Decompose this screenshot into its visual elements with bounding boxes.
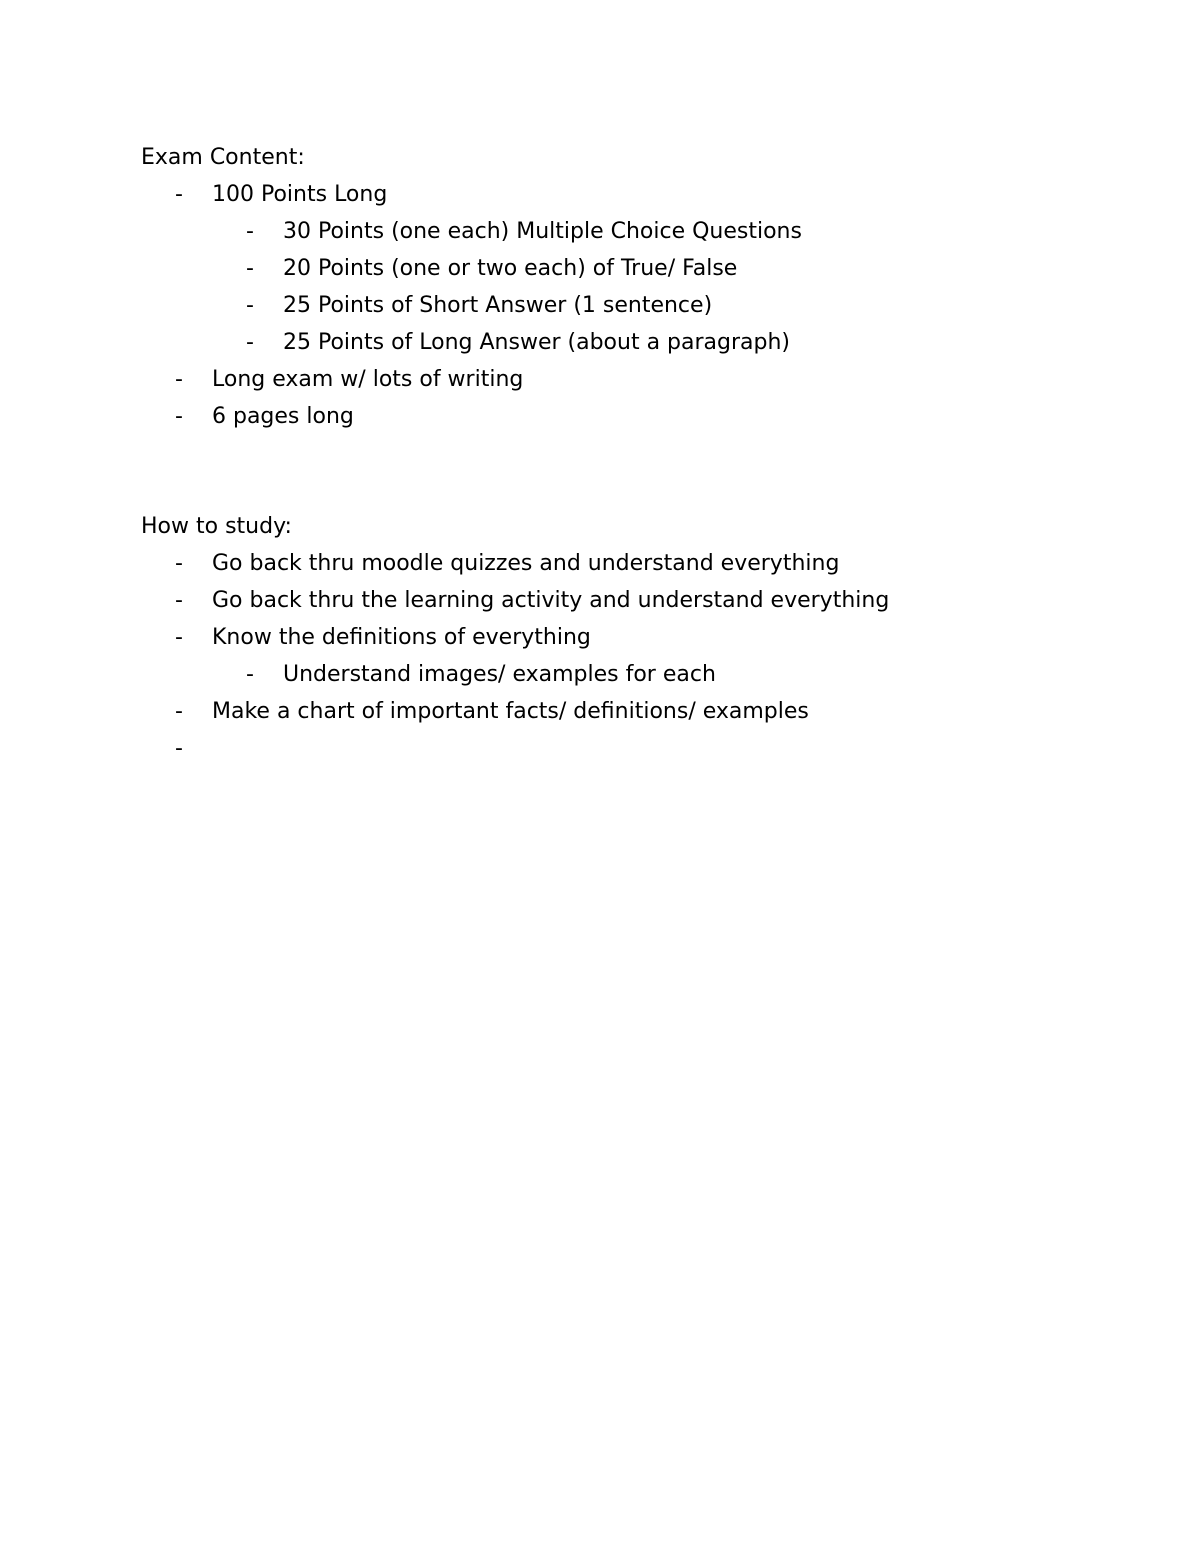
list-item-text: 100 Points Long xyxy=(212,182,388,207)
section-heading-how-to-study: How to study: xyxy=(141,514,292,539)
bullet-dash: - xyxy=(175,699,183,724)
list-item-text: Go back thru the learning activity and understand everything xyxy=(212,588,890,613)
bullet-dash: - xyxy=(175,736,183,761)
list-item-text: 25 Points of Long Answer (about a paragraph) xyxy=(283,330,790,355)
bullet-dash: - xyxy=(246,662,254,687)
bullet-dash: - xyxy=(246,330,254,355)
bullet-dash: - xyxy=(175,551,183,576)
list-item-text: 20 Points (one or two each) of True/ False xyxy=(283,256,738,281)
list-item-text: Know the definitions of everything xyxy=(212,625,591,650)
list-item-text: Long exam w/ lots of writing xyxy=(212,367,524,392)
list-item-text: 30 Points (one each) Multiple Choice Questions xyxy=(283,219,802,244)
bullet-dash: - xyxy=(175,404,183,429)
list-item-text: Make a chart of important facts/ definitions/ examples xyxy=(212,699,809,724)
bullet-dash: - xyxy=(246,219,254,244)
bullet-dash: - xyxy=(175,625,183,650)
list-item-text: Go back thru moodle quizzes and understand everything xyxy=(212,551,840,576)
list-item-text: Understand images/ examples for each xyxy=(283,662,716,687)
bullet-dash: - xyxy=(246,256,254,281)
list-item-text: 6 pages long xyxy=(212,404,354,429)
bullet-dash: - xyxy=(175,588,183,613)
section-heading-exam-content: Exam Content: xyxy=(141,145,305,170)
bullet-dash: - xyxy=(175,182,183,207)
bullet-dash: - xyxy=(175,367,183,392)
list-item-text: 25 Points of Short Answer (1 sentence) xyxy=(283,293,713,318)
bullet-dash: - xyxy=(246,293,254,318)
